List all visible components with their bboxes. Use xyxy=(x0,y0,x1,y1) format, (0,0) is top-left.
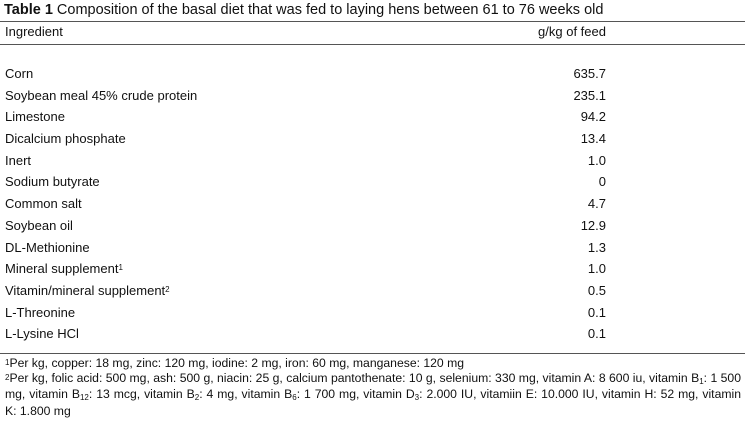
ingredient-cell: Soybean oil xyxy=(5,217,73,233)
footnote-2-text: : 4 mg, vitamin B xyxy=(199,387,293,402)
ingredient-cell: Sodium butyrate xyxy=(5,174,100,190)
subscript-b2: 2 xyxy=(194,393,200,403)
top-rule xyxy=(0,21,745,22)
footnotes xyxy=(5,356,741,419)
footnote-2-text: : 1 500 mg, vitamin B xyxy=(5,371,741,402)
table-row xyxy=(0,171,745,193)
footnote-2-text: Per kg, folic acid: 500 mg, ash: 500 g, niacin: 25 g, calcium pantothenate: 10 g, selenium: 330 mg, vitamin A: 8 600 iu, vitamin B xyxy=(9,371,700,386)
bottom-rule xyxy=(0,353,745,354)
table-row xyxy=(0,258,745,280)
ingredient-cell: Inert xyxy=(5,152,32,168)
amount-cell: 235.1 xyxy=(573,87,606,103)
amount-cell: 1.0 xyxy=(587,261,606,277)
footnote-2-text: : 1 700 mg, vitamin D xyxy=(296,387,415,402)
footnote-1 xyxy=(5,356,741,371)
footnote-marker: 2 xyxy=(165,284,170,294)
amount-cell: 13.4 xyxy=(580,131,606,147)
ingredient-cell: L-Lysine HCl xyxy=(5,326,79,342)
table-row xyxy=(0,106,745,128)
table-caption-text: Composition of the basal diet that was fed to laying hens between 61 to 76 weeks old xyxy=(52,2,604,18)
ingredient-cell: Soybean meal 45% crude protein xyxy=(5,87,198,103)
subscript-b1: 1 xyxy=(699,377,704,387)
footnote-2-marker: 2 xyxy=(5,373,10,383)
header-ingredient: Ingredient xyxy=(5,24,63,39)
ingredient-cell xyxy=(5,280,170,302)
ingredient-name: Vitamin/mineral supplement xyxy=(5,282,166,298)
table-row xyxy=(0,193,745,215)
subscript-b6: 6 xyxy=(292,393,297,403)
table-row xyxy=(0,63,745,85)
amount-cell: 4.7 xyxy=(587,196,606,212)
table-body xyxy=(0,63,745,345)
table-row xyxy=(0,280,745,302)
ingredient-name: Mineral supplement xyxy=(5,261,119,277)
footnote-1-text: Per kg, copper: 18 mg, zinc: 120 mg, iodine: 2 mg, iron: 60 mg, manganese: 120 mg xyxy=(9,356,465,370)
footnote-2 xyxy=(5,371,741,419)
table-row xyxy=(0,302,745,324)
amount-cell: 635.7 xyxy=(573,66,606,81)
footnote-marker: 1 xyxy=(118,263,123,273)
footnote-2-text: : 2.000 IU, vitamiin E: 10.000 IU, vitamin H: 52 mg, vitamin K: 1.800 mg xyxy=(5,387,741,418)
amount-cell: 0 xyxy=(598,174,606,190)
table-row xyxy=(0,85,745,107)
amount-cell: 0.1 xyxy=(587,304,606,320)
amount-cell: 1.3 xyxy=(587,239,606,255)
table-row xyxy=(0,237,745,259)
footnote-2-text: : 13 mcg, vitamin B xyxy=(88,387,195,402)
subscript-d3: 3 xyxy=(414,393,420,403)
subscript-b12: 12 xyxy=(79,393,89,403)
amount-cell: 94.2 xyxy=(580,109,606,125)
amount-cell: 1.0 xyxy=(587,152,606,168)
table-row xyxy=(0,323,745,345)
ingredient-cell: DL-Methionine xyxy=(5,239,90,255)
footnote-1-marker: 1 xyxy=(5,358,10,367)
ingredient-cell: Dicalcium phosphate xyxy=(5,131,126,147)
table-row xyxy=(0,128,745,150)
table-caption xyxy=(4,1,603,19)
amount-cell: 0.1 xyxy=(587,326,606,342)
table-caption-label: Table 1 xyxy=(4,2,53,18)
ingredient-cell: Corn xyxy=(5,66,34,81)
table-row xyxy=(0,150,745,172)
header-rule xyxy=(0,44,745,45)
ingredient-cell: Limestone xyxy=(5,109,65,125)
amount-cell: 0.5 xyxy=(587,282,606,298)
amount-cell: 12.9 xyxy=(580,217,606,233)
table-row xyxy=(0,215,745,237)
header-amount: g/kg of feed xyxy=(538,24,606,39)
ingredient-cell: L-Threonine xyxy=(5,304,76,320)
ingredient-cell: Common salt xyxy=(5,196,82,212)
ingredient-cell xyxy=(5,258,123,280)
